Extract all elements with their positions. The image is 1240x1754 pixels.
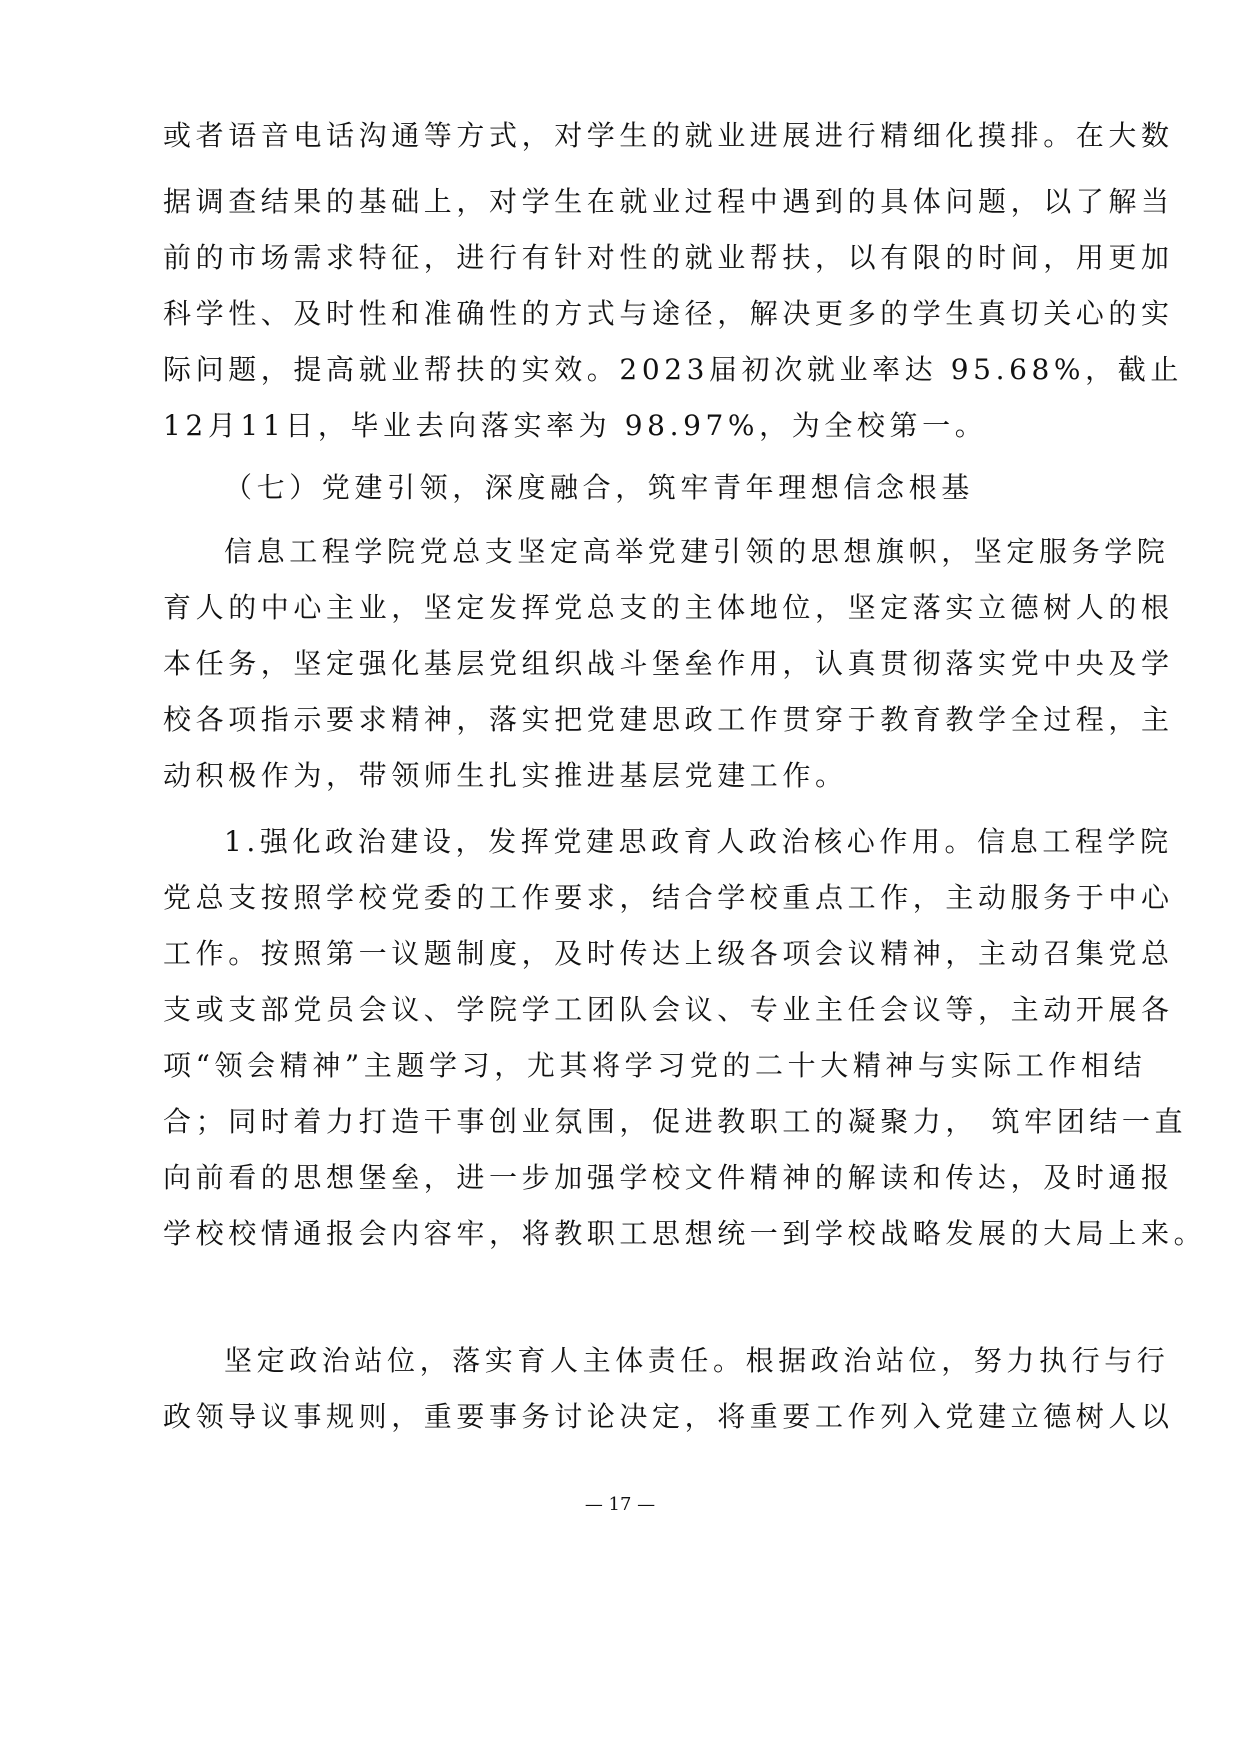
text-line-3: 前的市场需求特征，进行有针对性的就业帮扶，以有限的时间，用更加 <box>163 241 1174 274</box>
text-line-10: 本任务，坚定强化基层党组织战斗堡垒作用，认真贯彻落实党中央及学 <box>163 647 1174 680</box>
paragraph-start-line-2: 坚定政治站位，落实育人主体责任。根据政治站位，努力执行与行 <box>224 1344 1170 1377</box>
text-line-14: 党总支按照学校党委的工作要求，结合学校重点工作，主动服务于中心 <box>163 881 1174 914</box>
text-line-18: 合；同时着力打造干事创业氛围，促进教职工的凝聚力， 筑牢团结一直 <box>163 1105 1188 1138</box>
text-line-20: 学校校情通报会内容牢，将教职工思想统一到学校战略发展的大局上来。 <box>163 1217 1207 1250</box>
text-line-9: 育人的中心主业，坚定发挥党总支的主体地位，坚定落实立德树人的根 <box>163 591 1174 624</box>
text-line-4: 科学性、及时性和准确性的方式与途径，解决更多的学生真切关心的实 <box>163 297 1174 330</box>
page-number: — 17 — <box>584 1494 656 1515</box>
text-line-22: 政领导议事规则，重要事务讨论决定，将重要工作列入党建立德树人以 <box>163 1400 1174 1433</box>
section-heading: （七）党建引领，深度融合，筑牢青年理想信念根基 <box>224 471 974 504</box>
text-line-5: 际问题，提高就业帮扶的实效。2023届初次就业率达 95.68%，截止 <box>163 353 1183 386</box>
text-line-12: 动积极作为，带领师生扎实推进基层党建工作。 <box>163 759 848 792</box>
text-line-17: 项“领会精神”主题学习，尤其将学习党的二十大精神与实际工作相结 <box>163 1049 1147 1082</box>
paragraph-start-line: 信息工程学院党总支坚定高举党建引领的思想旗帜，坚定服务学院 <box>224 535 1170 568</box>
numbered-item-start-line: 1.强化政治建设，发挥党建思政育人政治核心作用。信息工程学院 <box>224 825 1173 858</box>
text-line-16: 支或支部党员会议、学院学工团队会议、专业主任会议等，主动开展各 <box>163 993 1174 1026</box>
text-line-11: 校各项指示要求精神，落实把党建思政工作贯穿于教育教学全过程，主 <box>163 703 1174 736</box>
text-line-15: 工作。按照第一议题制度，及时传达上级各项会议精神，主动召集党总 <box>163 937 1174 970</box>
text-line-19: 向前看的思想堡垒，进一步加强学校文件精神的解读和传达，及时通报 <box>163 1161 1174 1194</box>
text-line-1: 或者语音电话沟通等方式，对学生的就业进展进行精细化摸排。在大数 <box>163 119 1174 152</box>
text-line-6: 12月11日，毕业去向落实率为 98.97%，为全校第一。 <box>163 409 988 442</box>
text-line-2: 据调查结果的基础上，对学生在就业过程中遇到的具体问题，以了解当 <box>163 185 1174 218</box>
